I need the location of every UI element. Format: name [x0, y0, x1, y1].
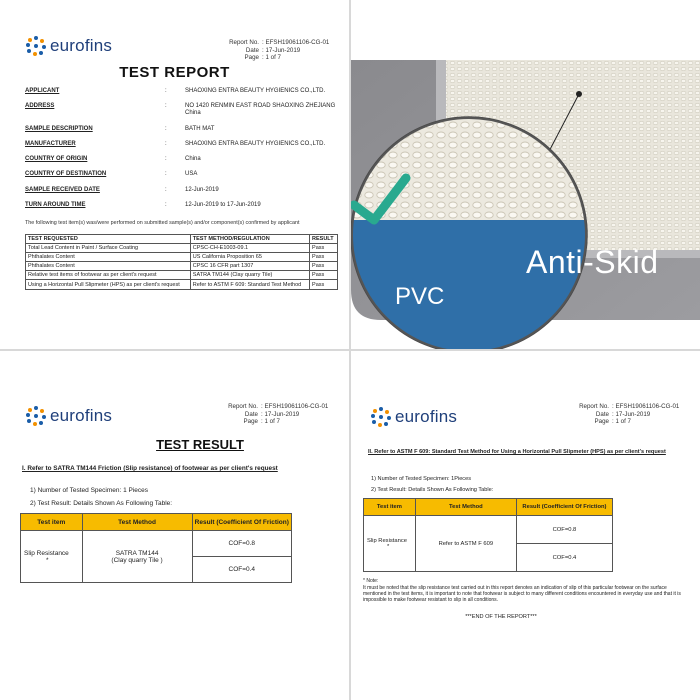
field-value: SHAOXING ENTRA BEAUTY HYGIENICS CO.,LTD.: [185, 140, 326, 147]
field-key: SAMPLE RECEIVED DATE: [25, 186, 100, 193]
section-heading: I. Refer to SATRA TM144 Friction (Slip resistance) of footwear as per client's request: [22, 465, 278, 472]
result-intro: 2) Test Result: Details Shown As Following Table:: [371, 487, 494, 493]
cof-value: COF=0.8: [192, 531, 291, 557]
report-note: The following test item(s) was/were performed on submitted sample(s) and/or component(s) confirmed by applicant: [25, 220, 300, 226]
table-cell: Pass: [310, 280, 338, 289]
table-row: [26, 271, 338, 280]
report-reference: Report No. : EFSH19061106-CG-01 Date : 17-Jun-2019 Page : 1 of 7: [229, 39, 330, 62]
report-field: SAMPLE RECEIVED DATE : 12-Jun-2019: [25, 187, 340, 194]
specimen-count: 1) Number of Tested Specimen: 1Pieces: [371, 476, 472, 482]
hps-result-table: Test item Test Method Result (Coefficient Of Friction) Slip Resistance * Refer to ASTM F 609 COF=0.8 COF=0.4: [363, 498, 613, 572]
note-label: * Note:: [363, 578, 379, 584]
field-value: 12-Jun-2019 to 17-Jun-2019: [185, 202, 261, 209]
specimen-count: 1) Number of Tested Specimen: 1 Pieces: [30, 487, 149, 494]
end-of-report: ***END OF THE REPORT***: [465, 614, 537, 620]
cof-value: COF=0.4: [516, 544, 612, 572]
table-header: TEST METHOD/REGULATION: [190, 235, 309, 244]
eurofins-logo-icon: [371, 407, 391, 427]
test-result-panel-1: [0, 351, 349, 700]
logo-text: eurofins: [395, 407, 458, 426]
field-value: BATH MAT: [185, 125, 215, 132]
table-cell: Pass: [310, 271, 338, 280]
eurofins-logo: [26, 36, 112, 56]
field-value: 12-Jun-2019: [185, 186, 219, 193]
table-cell: CPSC 16 CFR part 1307: [190, 262, 309, 271]
table-header: TEST REQUESTED: [26, 235, 191, 244]
table-cell: Pass: [310, 262, 338, 271]
report-field: MANUFACTURER : SHAOXING ENTRA BEAUTY HYGIENICS CO.,LTD.: [25, 141, 340, 148]
logo-text: eurofins: [50, 406, 113, 425]
callout-dot: [576, 91, 582, 97]
report-field: APPLICANT : SHAOXING ENTRA BEAUTY HYGIENICS CO.,LTD.: [25, 88, 340, 95]
result-intro: 2) Test Result: Details Shown As Following Table:: [30, 500, 173, 507]
cof-value: COF=0.4: [192, 557, 291, 583]
field-value: USA: [185, 171, 198, 178]
table-cell: Pass: [310, 253, 338, 262]
eurofins-logo: [371, 407, 457, 427]
field-value: China: [185, 156, 201, 163]
table-row: [26, 262, 338, 271]
table-header: RESULT: [310, 235, 338, 244]
table-cell: Pass: [310, 244, 338, 253]
table-row: [26, 244, 338, 253]
report-field: COUNTRY OF ORIGIN : China: [25, 156, 340, 163]
table-cell: CPSC-CH-E1003-09.1: [190, 244, 309, 253]
eurofins-logo: [26, 406, 112, 426]
field-key: MANUFACTURER: [25, 140, 76, 147]
table-row: [26, 280, 338, 289]
field-key: APPLICANT: [25, 88, 60, 94]
table-cell: Relative test items of footwear as per client's request: [26, 271, 191, 280]
table-cell: Using a Horizontal Pull Slipmeter (HPS) as per client's request: [26, 280, 191, 289]
anti-skid-photo-panel: [351, 0, 700, 349]
eurofins-logo-icon: [26, 36, 46, 56]
field-key: ADDRESS: [25, 103, 55, 110]
report-fields: [25, 88, 340, 217]
report-reference: Report No. : EFSH19061106-CG-01 Date : 17-Jun-2019 Page : 1 of 7: [228, 403, 329, 426]
tests-table: [25, 234, 338, 290]
field-key: COUNTRY OF ORIGIN: [25, 156, 88, 163]
table-cell: Phthalates Content: [26, 253, 191, 262]
report-field: ADDRESS : NO 1420 RENMIN EAST ROAD SHAOXING ZHEJIANG China: [25, 103, 340, 117]
field-value: SHAOXING ENTRA BEAUTY HYGIENICS CO.,LTD.: [185, 88, 326, 94]
cof-value: COF=0.8: [516, 516, 612, 544]
table-cell: SATRA TM144 (Clay quarry Tile): [190, 271, 309, 280]
report-field: SAMPLE DESCRIPTION : BATH MAT: [25, 126, 340, 133]
field-key: SAMPLE DESCRIPTION: [25, 125, 93, 132]
table-cell: Total Lead Content in Paint / Surface Coating: [26, 244, 191, 253]
anti-skid-label: Anti-Skid: [526, 244, 659, 280]
result-title: TEST RESULT: [156, 437, 244, 452]
logo-text: eurofins: [50, 36, 113, 55]
test-report-panel: [0, 0, 349, 349]
pvc-label: PVC: [395, 283, 445, 310]
report-field: COUNTRY OF DESTINATION : USA: [25, 171, 340, 178]
table-row: [26, 253, 338, 262]
table-cell: Refer to ASTM F 609: Standard Test Method: [190, 280, 309, 289]
friction-result-table: Test item Test Method Result (Coefficient Of Friction) Slip Resistance * SATRA TM144 (Clay quarry Tile ) COF=0.8 COF=0.4: [20, 513, 292, 583]
section-heading: II. Refer to ASTM F 609: Standard Test Method for Using a Horizontal Pull Slipmeter (HPS) as per client's request: [368, 449, 666, 455]
report-field: TURN AROUND TIME : 12-Jun-2019 to 17-Jun-2019: [25, 202, 340, 209]
table-cell: US California Proposition 65: [190, 253, 309, 262]
report-title: TEST REPORT: [119, 64, 230, 81]
field-value: NO 1420 RENMIN EAST ROAD SHAOXING ZHEJIANG China: [185, 103, 336, 117]
field-key: COUNTRY OF DESTINATION: [25, 171, 107, 178]
test-result-panel-2: [351, 351, 700, 700]
field-key: TURN AROUND TIME: [25, 202, 86, 209]
note-text: It must be noted that the slip resistance test carried out in this report denotes an indication of slip of this particular footwear on the surface mentioned in the test items, it is important to note that footwear is subject to many different conditions encountered in everyday use and that it is impossible to make footwear resistant to slip in all conditions.: [363, 585, 681, 603]
table-cell: Phthalates Content: [26, 262, 191, 271]
report-reference: Report No. : EFSH19061106-CG-01 Date : 17-Jun-2019 Page : 1 of 7: [579, 403, 680, 426]
eurofins-logo-icon: [26, 406, 46, 426]
